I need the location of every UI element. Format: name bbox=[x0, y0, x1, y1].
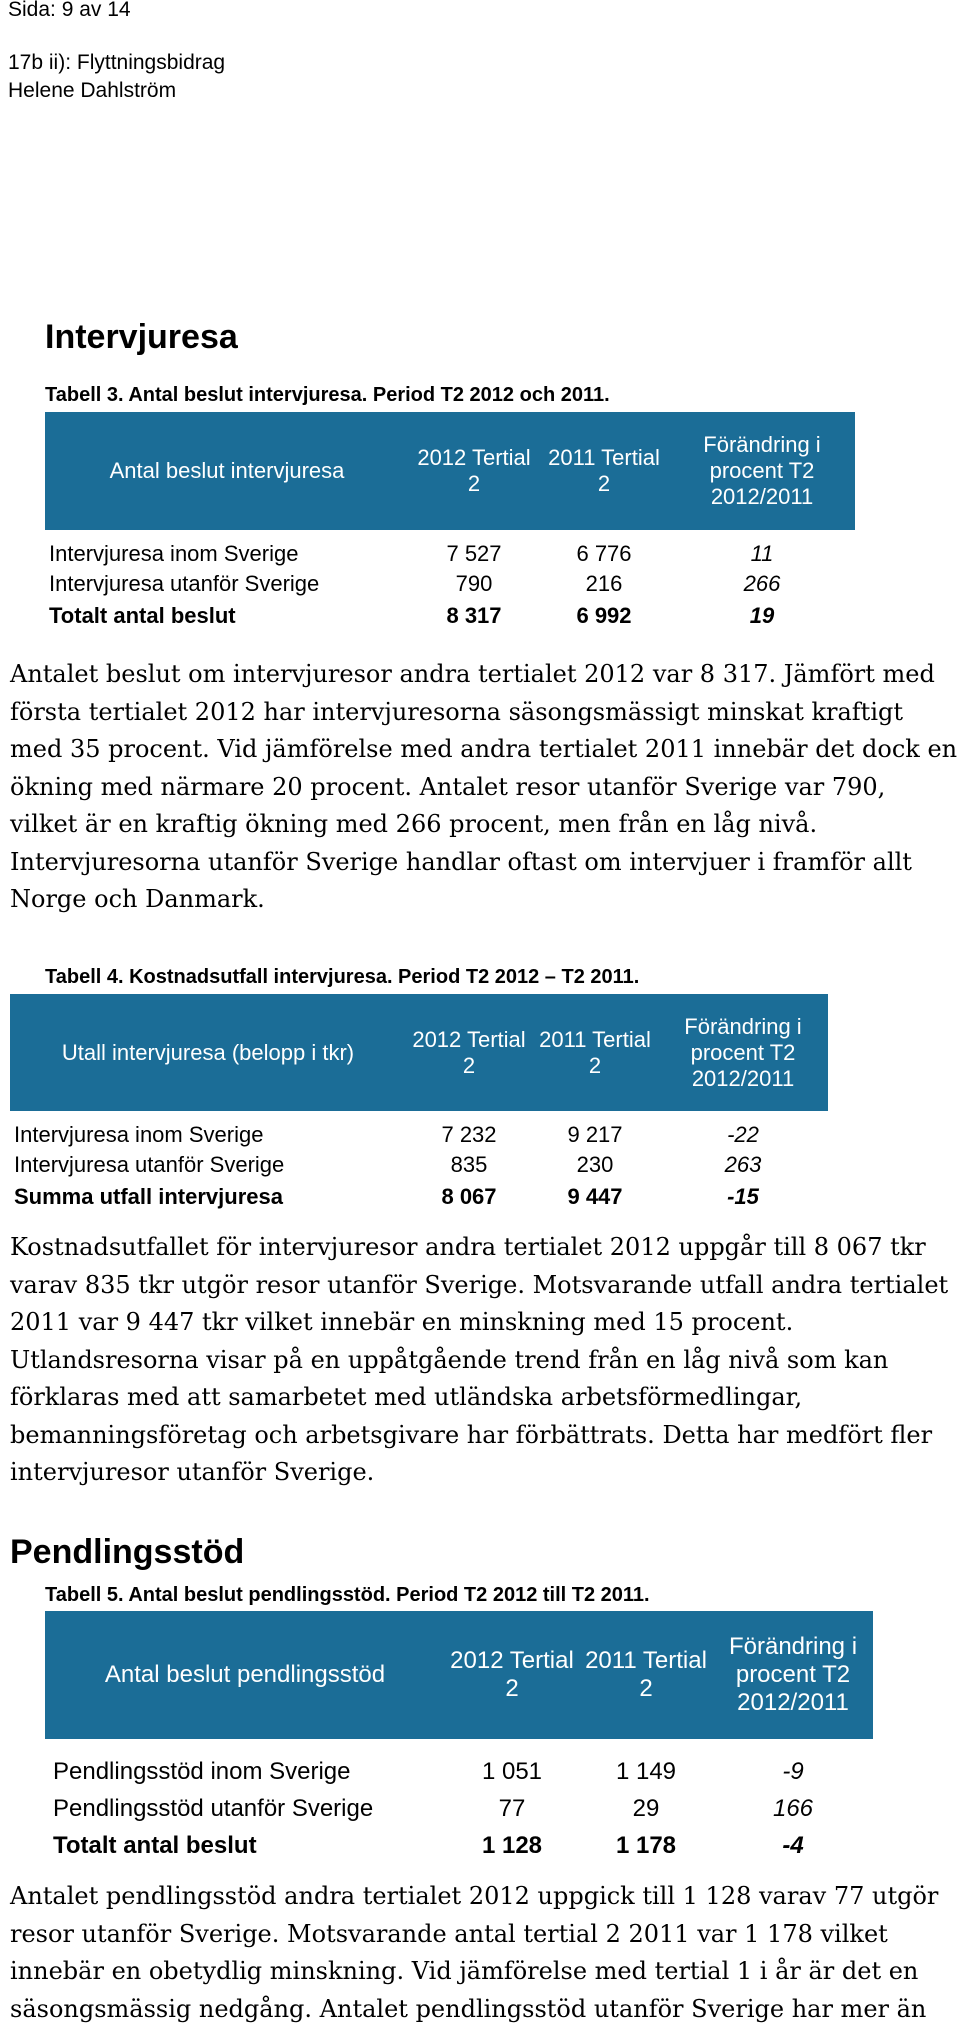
row-label: Pendlingsstöd inom Sverige bbox=[45, 1739, 445, 1791]
paragraph-line: Intervjuresorna utanför Sverige handlar oftast om intervjuer i framför allt bbox=[10, 844, 940, 882]
column-header: Förändring i procent T2 2012/2011 bbox=[669, 412, 855, 530]
value-2012: 1 051 bbox=[445, 1739, 579, 1791]
value-2011: 1 178 bbox=[579, 1827, 713, 1865]
table-row bbox=[45, 1791, 873, 1827]
column-header: Antal beslut intervjuresa bbox=[45, 412, 409, 530]
paragraph-line: bemanningsföretag och arbetsgivare har förbättrats. Detta har medfört fler bbox=[10, 1417, 940, 1455]
value-2012: 1 128 bbox=[445, 1827, 579, 1865]
table-3-caption: Tabell 3. Antal beslut intervjuresa. Period T2 2012 och 2011. bbox=[45, 384, 610, 407]
column-header: 2012 Tertial 2 bbox=[406, 994, 532, 1111]
table-5 bbox=[45, 1611, 873, 1865]
change-percent: -22 bbox=[658, 1111, 828, 1149]
change-percent: -15 bbox=[658, 1181, 828, 1213]
column-header: Utall intervjuresa (belopp i tkr) bbox=[10, 994, 406, 1111]
table-row bbox=[10, 1149, 828, 1181]
table-row bbox=[10, 1111, 828, 1149]
paragraph-intervjuresa bbox=[10, 656, 940, 919]
value-2011: 230 bbox=[532, 1149, 658, 1181]
row-label: Intervjuresa inom Sverige bbox=[10, 1111, 406, 1149]
value-2011: 9 447 bbox=[532, 1181, 658, 1213]
table-total-row bbox=[45, 1827, 873, 1865]
table-row bbox=[45, 568, 855, 600]
change-percent: 166 bbox=[713, 1791, 873, 1827]
change-percent: 19 bbox=[669, 600, 855, 632]
value-2012: 790 bbox=[409, 568, 539, 600]
column-header: 2011 Tertial 2 bbox=[539, 412, 669, 530]
value-2011: 29 bbox=[579, 1791, 713, 1827]
paragraph-line: Antalet pendlingsstöd andra tertialet 2012 uppgick till 1 128 varav 77 utgör bbox=[10, 1878, 940, 1916]
value-2012: 8 067 bbox=[406, 1181, 532, 1213]
column-header: 2012 Tertial 2 bbox=[445, 1611, 579, 1739]
page-number: Sida: 9 av 14 bbox=[8, 0, 131, 23]
value-2012: 835 bbox=[406, 1149, 532, 1181]
table-4 bbox=[10, 994, 828, 1213]
column-header: Förändring i procent T2 2012/2011 bbox=[713, 1611, 873, 1739]
paragraph-line: resor utanför Sverige. Motsvarande antal tertial 2 2011 var 1 178 vilket bbox=[10, 1916, 940, 1954]
document-reference: 17b ii): Flyttningsbidrag bbox=[8, 50, 225, 76]
column-header: 2011 Tertial 2 bbox=[532, 994, 658, 1111]
change-percent: 11 bbox=[669, 530, 855, 568]
paragraph-pendlingsstod bbox=[10, 1878, 940, 2028]
table-total-row bbox=[10, 1181, 828, 1213]
section-heading-pendlingsstod: Pendlingsstöd bbox=[10, 1533, 244, 1572]
paragraph-line: ökning med närmare 20 procent. Antalet resor utanför Sverige var 790, bbox=[10, 769, 940, 807]
table-row bbox=[45, 530, 855, 568]
paragraph-line: med 35 procent. Vid jämförelse med andra tertialet 2011 innebär det dock en bbox=[10, 731, 940, 769]
column-header: Antal beslut pendlingsstöd bbox=[45, 1611, 445, 1739]
change-percent: 263 bbox=[658, 1149, 828, 1181]
row-label: Totalt antal beslut bbox=[45, 1827, 445, 1865]
paragraph-line: 2011 var 9 447 tkr vilket innebär en minskning med 15 procent. bbox=[10, 1304, 940, 1342]
author-name: Helene Dahlström bbox=[8, 78, 176, 104]
row-label: Summa utfall intervjuresa bbox=[10, 1181, 406, 1213]
value-2012: 8 317 bbox=[409, 600, 539, 632]
value-2011: 9 217 bbox=[532, 1111, 658, 1149]
paragraph-line: Utlandsresorna visar på en uppåtgående trend från en låg nivå som kan bbox=[10, 1342, 940, 1380]
table-total-row bbox=[45, 600, 855, 632]
table-row bbox=[45, 1739, 873, 1791]
table-header-row bbox=[45, 412, 855, 530]
value-2012: 7 232 bbox=[406, 1111, 532, 1149]
change-percent: -9 bbox=[713, 1739, 873, 1791]
table-3 bbox=[45, 412, 855, 632]
paragraph-kostnadsutfall bbox=[10, 1229, 940, 1492]
paragraph-line: Antalet beslut om intervjuresor andra tertialet 2012 var 8 317. Jämfört med bbox=[10, 656, 940, 694]
paragraph-line: första tertialet 2012 har intervjuresorna säsongsmässigt minskat kraftigt bbox=[10, 694, 940, 732]
row-label: Intervjuresa utanför Sverige bbox=[45, 568, 409, 600]
paragraph-line: säsongsmässig nedgång. Antalet pendlingsstöd utanför Sverige har mer än bbox=[10, 1991, 940, 2028]
paragraph-line: innebär en obetydlig minskning. Vid jämförelse med tertial 1 i år är det en bbox=[10, 1953, 940, 1991]
paragraph-line: Kostnadsutfallet för intervjuresor andra tertialet 2012 uppgår till 8 067 tkr bbox=[10, 1229, 940, 1267]
paragraph-line: Norge och Danmark. bbox=[10, 881, 940, 919]
paragraph-line: intervjuresor utanför Sverige. bbox=[10, 1454, 940, 1492]
row-label: Pendlingsstöd utanför Sverige bbox=[45, 1791, 445, 1827]
table-5-caption: Tabell 5. Antal beslut pendlingsstöd. Period T2 2012 till T2 2011. bbox=[45, 1584, 650, 1607]
change-percent: -4 bbox=[713, 1827, 873, 1865]
column-header: 2011 Tertial 2 bbox=[579, 1611, 713, 1739]
column-header: Förändring i procent T2 2012/2011 bbox=[658, 994, 828, 1111]
row-label: Totalt antal beslut bbox=[45, 600, 409, 632]
paragraph-line: vilket är en kraftig ökning med 266 procent, men från en låg nivå. bbox=[10, 806, 940, 844]
table-header-row bbox=[10, 994, 828, 1111]
value-2012: 77 bbox=[445, 1791, 579, 1827]
paragraph-line: förklaras med att samarbetet med utländska arbetsförmedlingar, bbox=[10, 1379, 940, 1417]
value-2011: 6 776 bbox=[539, 530, 669, 568]
table-4-caption: Tabell 4. Kostnadsutfall intervjuresa. Period T2 2012 – T2 2011. bbox=[45, 966, 639, 989]
section-heading-intervjuresa: Intervjuresa bbox=[45, 318, 238, 357]
value-2011: 216 bbox=[539, 568, 669, 600]
table-header-row bbox=[45, 1611, 873, 1739]
row-label: Intervjuresa utanför Sverige bbox=[10, 1149, 406, 1181]
paragraph-line: varav 835 tkr utgör resor utanför Sverige. Motsvarande utfall andra tertialet bbox=[10, 1267, 940, 1305]
value-2011: 6 992 bbox=[539, 600, 669, 632]
value-2012: 7 527 bbox=[409, 530, 539, 568]
value-2011: 1 149 bbox=[579, 1739, 713, 1791]
change-percent: 266 bbox=[669, 568, 855, 600]
row-label: Intervjuresa inom Sverige bbox=[45, 530, 409, 568]
column-header: 2012 Tertial 2 bbox=[409, 412, 539, 530]
